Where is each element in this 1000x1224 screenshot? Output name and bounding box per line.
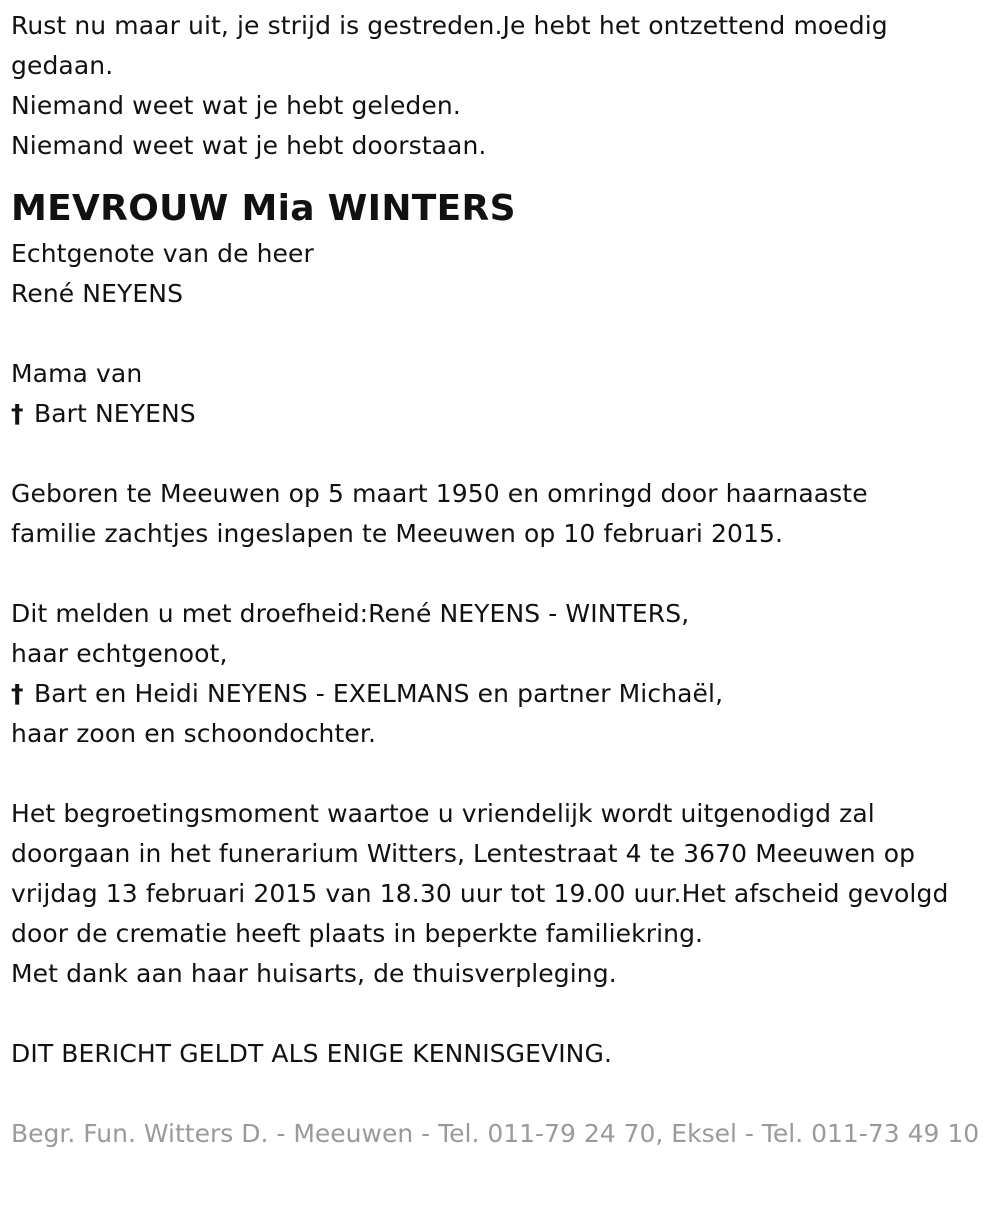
notice: DIT BERICHT GELDT ALS ENIGE KENNISGEVING. (11, 1039, 612, 1068)
obituary-document (11, 6, 991, 1154)
child-name: Bart NEYENS (34, 399, 196, 428)
birth-section (11, 474, 991, 554)
child-line-1: Mama van (11, 359, 143, 388)
child-line-2 (11, 394, 991, 434)
spacer (11, 434, 991, 474)
ceremony-line-2: doorgaan in het funerarium Witters, Lentestraat 4 te 3670 Meeuwen op (11, 839, 916, 868)
spacer (11, 994, 991, 1034)
child-section (11, 354, 991, 434)
spacer (11, 314, 991, 354)
spouse-line-1: Echtgenote van de heer (11, 239, 314, 268)
birth-line-2: familie zachtjes ingeslapen te Meeuwen op 10 februari 2015. (11, 519, 784, 548)
cross-icon: † (11, 679, 24, 708)
birth-line-1: Geboren te Meeuwen op 5 maart 1950 en omringd door haarnaaste (11, 479, 868, 508)
funeral-home-footer: Begr. Fun. Witters D. - Meeuwen - Tel. 011-79 24 70, Eksel - Tel. 011-73 49 10 (11, 1119, 980, 1148)
poem-line-1: Rust nu maar uit, je strijd is gestreden.Je hebt het ontzettend moedig gedaan. (11, 11, 888, 80)
family-section (11, 594, 991, 754)
spouse-section (11, 234, 991, 314)
ceremony-line-1: Het begroetingsmoment waartoe u vriendelijk wordt uitgenodigd zal (11, 799, 875, 828)
spacer (11, 1074, 991, 1114)
spacer (11, 554, 991, 594)
cross-icon: † (11, 399, 24, 428)
family-son-text: Bart en Heidi NEYENS - EXELMANS en partner Michaël, (34, 679, 724, 708)
family-line-4: haar zoon en schoondochter. (11, 719, 377, 748)
poem-line-2: Niemand weet wat je hebt geleden. (11, 91, 461, 120)
poem (11, 6, 991, 166)
ceremony-line-3: vrijdag 13 februari 2015 van 18.30 uur tot 19.00 uur.Het afscheid gevolgd (11, 879, 949, 908)
poem-line-3: Niemand weet wat je hebt doorstaan. (11, 131, 487, 160)
spouse-line-2: René NEYENS (11, 279, 184, 308)
spacer (11, 754, 991, 794)
ceremony-line-5: Met dank aan haar huisarts, de thuisverpleging. (11, 959, 617, 988)
family-line-1: Dit melden u met droefheid:René NEYENS - WINTERS, (11, 599, 690, 628)
deceased-name: MEVROUW Mia WINTERS (11, 188, 516, 229)
family-line-3 (11, 674, 991, 714)
ceremony-line-4: door de crematie heeft plaats in beperkte familiekring. (11, 919, 704, 948)
family-line-2: haar echtgenoot, (11, 639, 228, 668)
ceremony-section (11, 794, 991, 994)
